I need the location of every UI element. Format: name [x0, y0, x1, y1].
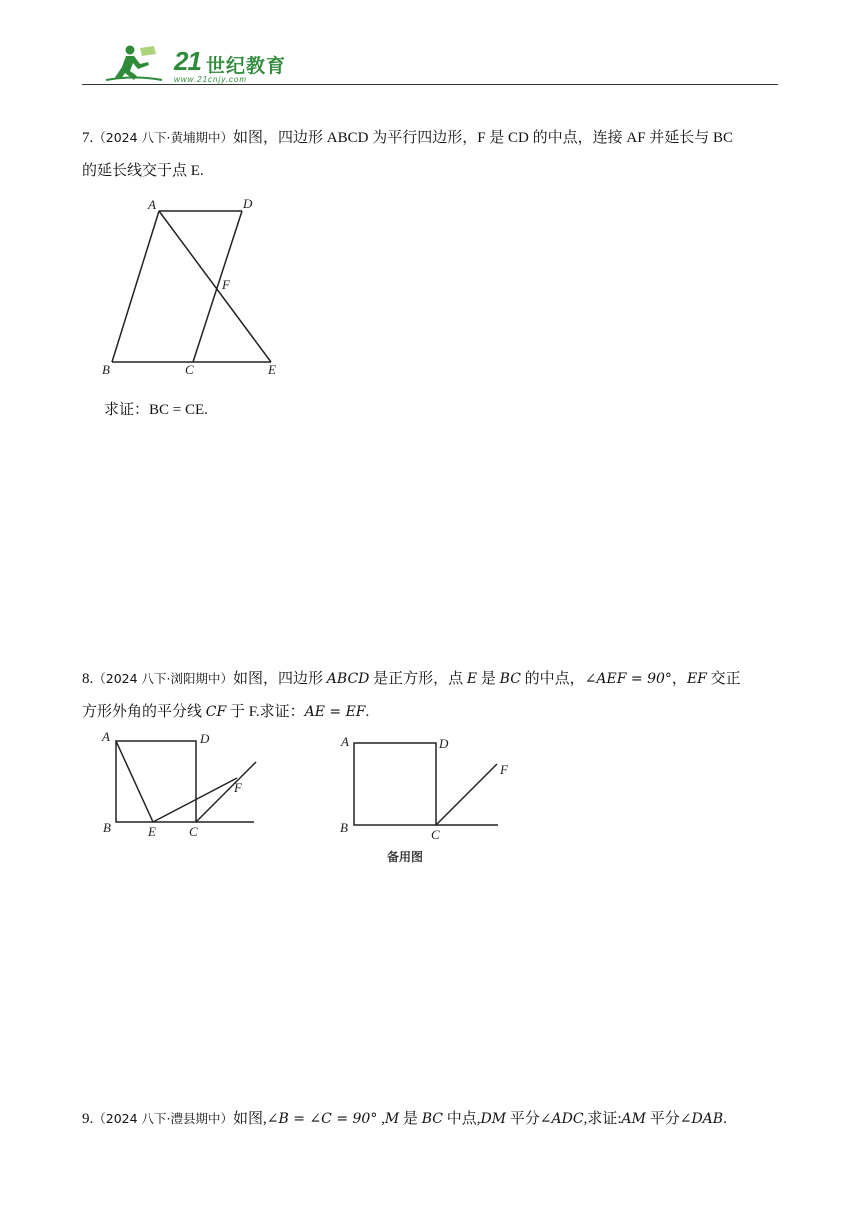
question-number: 7: [82, 130, 90, 146]
question-7-line-2: 的延长线交于点 E.: [82, 163, 204, 179]
math-term: ∠B = ∠C = 90°: [266, 1111, 378, 1127]
label-C: C: [185, 362, 194, 377]
label-B: B: [102, 362, 110, 377]
label-B: B: [103, 820, 111, 835]
question-text: 如图，四边形 ABCD 为平行四边形，F 是 CD 的中点，连接 AF 并延长与 BC: [233, 130, 734, 146]
math-term: ∠AEF = 90°: [584, 671, 672, 687]
question-number: 8: [82, 671, 90, 687]
label-C: C: [431, 827, 440, 840]
question-text: 平分: [506, 1111, 540, 1127]
figure-parallelogram: [100, 195, 290, 380]
runner-logo-icon: [104, 42, 164, 84]
question-text: 中点,: [442, 1111, 481, 1127]
question-text: .: [365, 704, 370, 720]
math-term: ∠ADC: [539, 1111, 584, 1127]
label-D: D: [439, 736, 449, 751]
label-F: F: [222, 277, 230, 292]
question-number: 9: [82, 1111, 90, 1127]
question-text: 交正: [706, 671, 741, 687]
math-term: ∠DAB: [679, 1111, 724, 1127]
question-9: 9.（2024 八下·澧县期中）如图,∠B = ∠C = 90° ,M 是 BC 中点,DM 平分∠ADC,求证:AM 平分∠DAB.: [82, 1111, 727, 1127]
math-term: AM: [621, 1111, 646, 1127]
label-B: B: [340, 820, 348, 835]
label-D: D: [243, 196, 253, 211]
logo-text: 世纪教育: [206, 55, 287, 77]
math-term: CF: [205, 704, 227, 720]
figure-square-backup: [335, 728, 515, 840]
question-text: 是: [399, 1111, 422, 1127]
label-A: A: [341, 734, 349, 749]
question-text: 如图，四边形: [233, 671, 327, 687]
question-text: 于 F.求证：: [226, 704, 305, 720]
question-8: [82, 662, 782, 729]
question-text: 如图,: [233, 1111, 267, 1127]
question-text: 是正方形，点: [369, 671, 467, 687]
page-header: [82, 40, 778, 86]
math-term: BC: [421, 1111, 443, 1127]
question-8-line-2: [82, 696, 782, 729]
label-E: E: [148, 824, 156, 839]
question-text: .: [723, 1111, 727, 1127]
math-term: BC: [499, 671, 521, 687]
math-term: E: [466, 671, 478, 687]
logo-number: 21: [174, 46, 201, 76]
question-text: 的中点，: [520, 671, 585, 687]
figure-caption: 备用图: [387, 850, 424, 864]
question-source: （2024 八下·澧县期中）: [93, 1111, 234, 1126]
logo-url: www.21cnjy.com: [174, 75, 247, 84]
math-term: AE = EF: [304, 704, 366, 720]
question-text: ,求证:: [583, 1111, 622, 1127]
math-term: DM: [480, 1111, 507, 1127]
figure-square-main: [100, 728, 270, 846]
question-text: 方形外角的平分线: [82, 704, 206, 720]
header-divider: [82, 84, 778, 85]
question-text: ,: [377, 1111, 385, 1127]
label-A: A: [148, 197, 156, 212]
proof-prompt-7: 求证：BC = CE.: [104, 402, 208, 418]
question-7: [82, 121, 782, 188]
question-source: （2024 八下·黄埔期中）: [93, 130, 234, 145]
site-logo: [104, 42, 294, 84]
question-source: （2024 八下·浏阳期中）: [93, 671, 234, 686]
question-8-line-1: 8.（2024 八下·浏阳期中）如图，四边形 ABCD 是正方形，点 E 是 BC 的中点，∠AEF = 90°，EF 交正: [82, 671, 741, 687]
math-term: EF: [686, 671, 707, 687]
question-7-line-1: 7.（2024 八下·黄埔期中）如图，四边形 ABCD 为平行四边形，F 是 CD 的中点，连接 AF 并延长与 BC: [82, 130, 734, 146]
label-C: C: [189, 824, 198, 839]
label-F: F: [500, 762, 508, 777]
question-text: 是: [477, 671, 500, 687]
question-text: ，: [671, 671, 687, 687]
math-term: M: [384, 1111, 400, 1127]
label-D: D: [200, 731, 210, 746]
label-A: A: [102, 729, 110, 744]
question-text: 平分: [645, 1111, 680, 1127]
label-F: F: [234, 780, 242, 795]
label-E: E: [268, 362, 276, 377]
math-term: ABCD: [326, 671, 370, 687]
